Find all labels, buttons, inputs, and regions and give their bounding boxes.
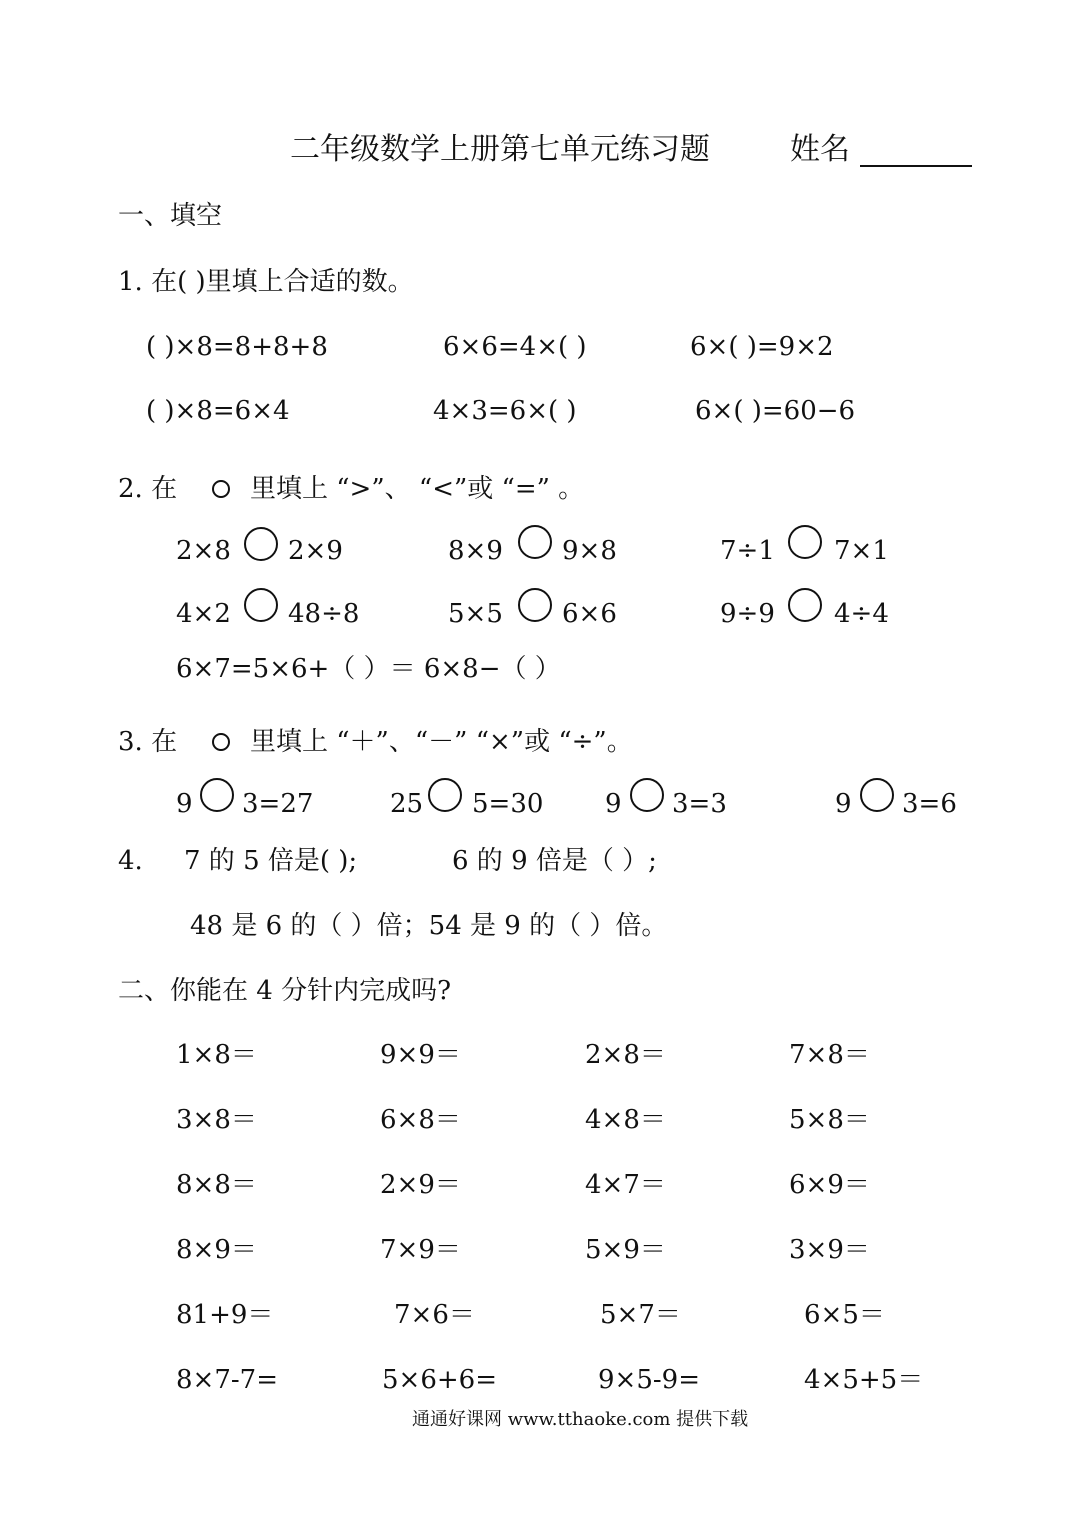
- drill-item: 5×6+6=: [382, 1365, 497, 1395]
- operator-circle[interactable]: [200, 778, 234, 812]
- compare-circle[interactable]: [518, 588, 552, 622]
- drill-item: 4×5+5＝: [804, 1365, 924, 1395]
- compare-circle[interactable]: [244, 527, 278, 561]
- compare-circle[interactable]: [244, 588, 278, 622]
- operator-right: 3=6: [902, 789, 957, 819]
- q2-prompt-number: 2. 在: [118, 474, 178, 504]
- drill-item: 2×8＝: [585, 1040, 666, 1070]
- compare-left: 8×9: [448, 536, 503, 566]
- compare-right: 9×8: [562, 536, 617, 566]
- operator-left: 9: [176, 789, 193, 819]
- drill-item: 5×7＝: [600, 1300, 681, 1330]
- compare-circle[interactable]: [788, 525, 822, 559]
- compare-left: 9÷9: [720, 599, 775, 629]
- drill-item: 81+9＝: [176, 1300, 274, 1330]
- footer-credit: 通通好课网 www.tthaoke.com 提供下载: [412, 1409, 749, 1430]
- drill-item: 7×8＝: [789, 1040, 870, 1070]
- drill-item: 7×9＝: [380, 1235, 461, 1265]
- drill-item: 3×9＝: [789, 1235, 870, 1265]
- section1-heading: 一、填空: [118, 201, 223, 231]
- operator-circle[interactable]: [630, 778, 664, 812]
- drill-item: 9×5-9=: [598, 1365, 700, 1395]
- section2-heading: 二、你能在 4 分针内完成吗?: [118, 976, 452, 1006]
- compare-circle[interactable]: [518, 525, 552, 559]
- q1-item: 6×( )=9×2: [690, 332, 834, 362]
- drill-item: 5×8＝: [789, 1105, 870, 1135]
- operator-left: 9: [605, 789, 622, 819]
- q4-line2: 48 是 6 的（ ）倍；54 是 9 的（ ）倍。: [190, 911, 668, 941]
- q4-item: 7 的 5 倍是( );: [184, 846, 358, 876]
- operator-left: 9: [835, 789, 852, 819]
- name-label: 姓名: [790, 132, 850, 167]
- drill-item: 4×7＝: [585, 1170, 666, 1200]
- operator-right: 5=30: [472, 789, 544, 819]
- operator-right: 3=27: [242, 789, 314, 819]
- compare-right: 7×1: [834, 536, 889, 566]
- q1-item: 6×6=4×( ): [443, 332, 587, 362]
- drill-item: 8×9＝: [176, 1235, 257, 1265]
- q1-item: 4×3=6×( ): [433, 396, 577, 426]
- drill-item: 4×8＝: [585, 1105, 666, 1135]
- drill-item: 8×8＝: [176, 1170, 257, 1200]
- q1-item: ( )×8=8+8+8: [146, 332, 328, 362]
- compare-right: 6×6: [562, 599, 617, 629]
- compare-left: 5×5: [448, 599, 503, 629]
- compare-left: 7÷1: [720, 536, 775, 566]
- operator-right: 3=3: [672, 789, 727, 819]
- compare-right: 48÷8: [288, 599, 360, 629]
- operator-circle[interactable]: [860, 778, 894, 812]
- compare-left: 2×8: [176, 536, 231, 566]
- drill-item: 7×6＝: [394, 1300, 475, 1330]
- compare-right: 2×9: [288, 536, 343, 566]
- drill-item: 6×8＝: [380, 1105, 461, 1135]
- q4-number: 4.: [118, 846, 143, 876]
- q3-prompt-text: 里填上 “＋”、“－” “×”或 “÷”。: [250, 727, 633, 757]
- drill-item: 6×9＝: [789, 1170, 870, 1200]
- q2-prompt-text: 里填上 “>”、 “<”或 “=” 。: [250, 474, 585, 504]
- drill-item: 1×8＝: [176, 1040, 257, 1070]
- q1-item: ( )×8=6×4: [146, 396, 290, 426]
- name-blank[interactable]: [860, 165, 972, 167]
- drill-item: 2×9＝: [380, 1170, 461, 1200]
- page-title: 二年级数学上册第七单元练习题: [290, 132, 710, 167]
- q3-prompt-number: 3. 在: [118, 727, 178, 757]
- circle-symbol-icon: [212, 480, 230, 498]
- compare-left: 4×2: [176, 599, 231, 629]
- q2-equation: 6×7=5×6+（ ）＝ 6×8−（ ）: [176, 654, 561, 684]
- circle-symbol-icon: [212, 733, 230, 751]
- drill-item: 6×5＝: [804, 1300, 885, 1330]
- drill-item: 9×9＝: [380, 1040, 461, 1070]
- compare-right: 4÷4: [834, 599, 889, 629]
- q1-item: 6×( )=60−6: [695, 396, 856, 426]
- operator-circle[interactable]: [428, 778, 462, 812]
- drill-item: 3×8＝: [176, 1105, 257, 1135]
- drill-item: 5×9＝: [585, 1235, 666, 1265]
- operator-left: 25: [390, 789, 424, 819]
- compare-circle[interactable]: [788, 588, 822, 622]
- q1-prompt: 1. 在( )里填上合适的数。: [118, 267, 414, 297]
- q4-item: 6 的 9 倍是（ ）;: [452, 846, 657, 876]
- drill-item: 8×7-7=: [176, 1365, 278, 1395]
